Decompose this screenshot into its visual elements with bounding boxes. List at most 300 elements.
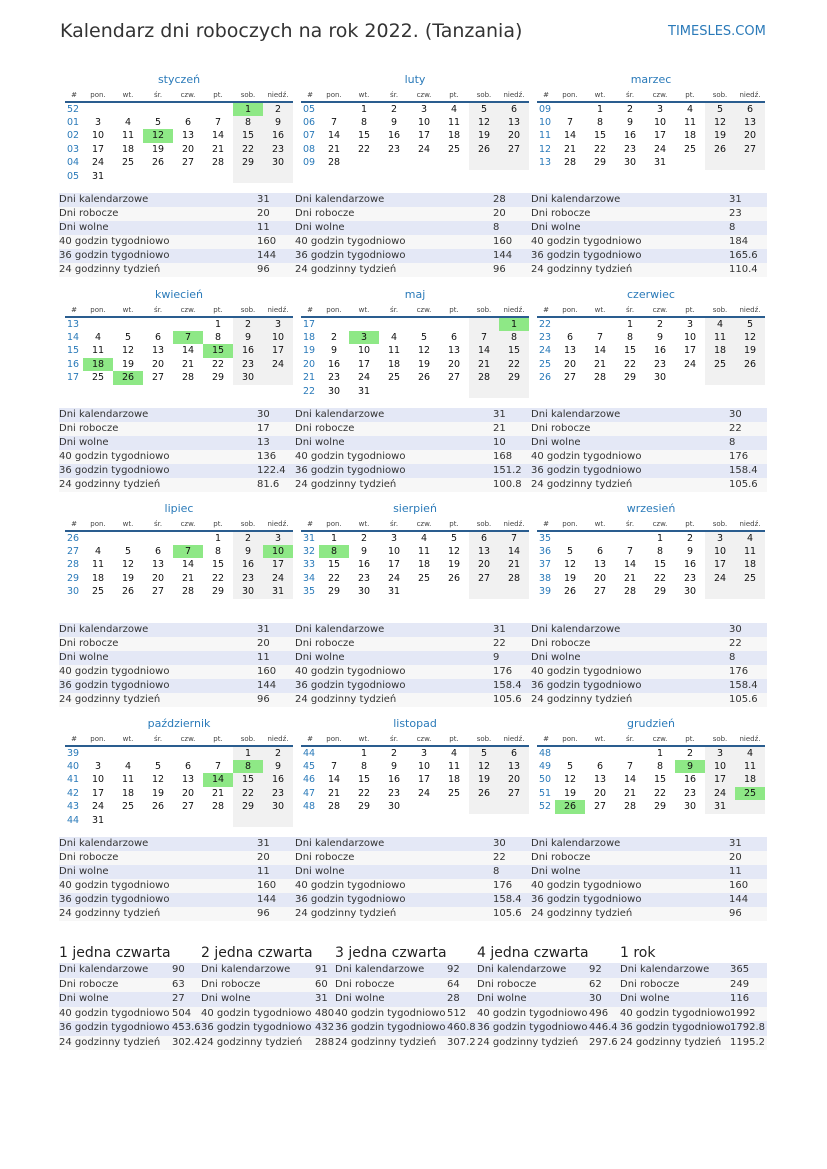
stat-value: 158.4 bbox=[493, 680, 522, 691]
day-cell: 11 bbox=[387, 345, 401, 357]
day-cell: 16 bbox=[327, 358, 341, 370]
stat-row bbox=[59, 893, 295, 907]
week-number-header: # bbox=[65, 732, 83, 746]
summary-label: 40 godzin tygodniowo bbox=[620, 1007, 731, 1019]
day-cell: 28 bbox=[623, 586, 637, 598]
summary-column bbox=[335, 944, 477, 1050]
week-number: 38 bbox=[539, 572, 552, 584]
week-number-header: # bbox=[301, 732, 319, 746]
day-cell: 2 bbox=[686, 532, 694, 544]
week-number: 08 bbox=[303, 143, 316, 155]
day-cell: 7 bbox=[214, 116, 222, 128]
stat-value: 160 bbox=[257, 880, 277, 891]
weekday-header-row bbox=[65, 88, 293, 102]
day-cell: 1 bbox=[626, 318, 634, 330]
week-number: 07 bbox=[303, 130, 316, 142]
day-cell: 28 bbox=[563, 157, 577, 169]
weekday-header: niedź. bbox=[499, 517, 529, 531]
week-number: 51 bbox=[539, 787, 552, 799]
day-cell: 8 bbox=[656, 545, 664, 557]
stat-row bbox=[531, 464, 767, 478]
day-cell: 7 bbox=[173, 545, 203, 559]
day-cell bbox=[173, 531, 203, 545]
stat-value: 158.4 bbox=[493, 894, 522, 905]
month-calendar bbox=[537, 71, 765, 170]
weekday-header: pt. bbox=[675, 88, 705, 102]
day-cell: 14 bbox=[563, 130, 577, 142]
stat-row bbox=[295, 665, 531, 679]
day-cell: 17 bbox=[263, 344, 293, 358]
day-cell: 16 bbox=[653, 345, 667, 357]
day-cell: 7 bbox=[330, 760, 338, 772]
weekday-header-row bbox=[65, 303, 293, 317]
week-row bbox=[301, 572, 529, 586]
day-cell: 7 bbox=[214, 760, 222, 772]
weekday-header-row bbox=[65, 732, 293, 746]
weekday-header: sob. bbox=[469, 88, 499, 102]
day-cell bbox=[735, 585, 765, 599]
week-row bbox=[537, 787, 765, 801]
day-cell: 11 bbox=[447, 760, 461, 772]
stat-value: 8 bbox=[729, 437, 736, 448]
weekday-header-row bbox=[537, 732, 765, 746]
day-cell: 31 bbox=[91, 814, 105, 826]
summary-row bbox=[59, 978, 201, 993]
stat-row bbox=[531, 651, 767, 665]
week-row bbox=[301, 585, 529, 599]
day-cell: 25 bbox=[91, 586, 105, 598]
day-cell: 17 bbox=[91, 143, 105, 155]
week-row bbox=[301, 773, 529, 787]
day-cell: 12 bbox=[447, 545, 461, 557]
stat-value: 22 bbox=[729, 423, 742, 434]
day-cell: 17 bbox=[357, 358, 371, 370]
stat-label: 24 godzinny tydzień bbox=[531, 479, 633, 490]
week-row bbox=[65, 545, 293, 559]
week-number: 20 bbox=[303, 358, 316, 370]
day-cell bbox=[83, 102, 113, 116]
day-cell: 30 bbox=[263, 800, 293, 814]
day-cell: 10 bbox=[387, 545, 401, 557]
day-cell bbox=[319, 746, 349, 760]
weekday-header: pon. bbox=[555, 732, 585, 746]
day-cell bbox=[555, 102, 585, 116]
day-cell: 10 bbox=[683, 331, 697, 343]
day-cell: 1 bbox=[656, 532, 664, 544]
week-row bbox=[65, 787, 293, 801]
month-calendar bbox=[301, 715, 529, 814]
day-cell bbox=[143, 102, 173, 116]
day-cell: 25 bbox=[121, 157, 135, 169]
day-cell: 21 bbox=[623, 787, 637, 799]
day-cell bbox=[143, 531, 173, 545]
month-stats bbox=[295, 623, 531, 707]
day-cell: 10 bbox=[705, 545, 735, 559]
day-cell: 2 bbox=[390, 103, 398, 115]
stat-value: 20 bbox=[257, 638, 270, 649]
week-number: 18 bbox=[303, 331, 316, 343]
stat-value: 22 bbox=[729, 638, 742, 649]
stat-label: 36 godzin tygodniowo bbox=[59, 465, 170, 476]
month-name: maj bbox=[404, 288, 426, 301]
day-cell: 20 bbox=[563, 358, 577, 370]
day-cell: 13 bbox=[735, 116, 765, 130]
day-cell bbox=[439, 800, 469, 814]
stat-value: 10 bbox=[493, 437, 506, 448]
weekday-header: wt. bbox=[585, 88, 615, 102]
day-cell: 29 bbox=[357, 801, 371, 813]
stat-label: 36 godzin tygodniowo bbox=[295, 894, 406, 905]
stat-value: 96 bbox=[493, 264, 506, 275]
day-cell bbox=[439, 317, 469, 331]
day-cell bbox=[555, 531, 585, 545]
stat-value: 8 bbox=[493, 866, 500, 877]
day-cell: 8 bbox=[499, 331, 529, 345]
stat-value: 144 bbox=[257, 894, 277, 905]
day-cell bbox=[83, 746, 113, 760]
day-cell bbox=[143, 814, 173, 828]
stat-value: 21 bbox=[493, 423, 506, 434]
day-cell: 12 bbox=[735, 331, 765, 345]
week-row bbox=[301, 531, 529, 545]
day-cell: 27 bbox=[447, 372, 461, 384]
day-cell: 28 bbox=[623, 801, 637, 813]
summary-label: 40 godzin tygodniowo bbox=[201, 1007, 312, 1019]
day-cell: 15 bbox=[653, 774, 667, 786]
summary-row bbox=[477, 1007, 620, 1022]
day-cell: 11 bbox=[705, 331, 735, 345]
weekday-header: pt. bbox=[203, 88, 233, 102]
day-cell bbox=[233, 170, 263, 184]
day-cell: 15 bbox=[233, 773, 263, 787]
stat-label: Dni robocze bbox=[59, 208, 119, 219]
week-row bbox=[537, 317, 765, 331]
day-cell: 25 bbox=[683, 143, 697, 155]
stat-label: Dni robocze bbox=[531, 423, 591, 434]
weekday-header: wt. bbox=[585, 732, 615, 746]
day-cell: 20 bbox=[593, 572, 607, 584]
stat-row bbox=[295, 408, 531, 422]
stat-row bbox=[531, 221, 767, 235]
week-row bbox=[537, 531, 765, 545]
stat-value: 160 bbox=[257, 666, 277, 677]
stat-label: 24 godzinny tydzień bbox=[59, 479, 161, 490]
day-cell: 4 bbox=[735, 531, 765, 545]
month-stats bbox=[59, 837, 295, 921]
stat-value: 165.6 bbox=[729, 250, 758, 261]
stat-row bbox=[295, 907, 531, 921]
day-cell bbox=[469, 317, 499, 331]
stat-value: 96 bbox=[257, 264, 270, 275]
summary-label: Dni robocze bbox=[477, 978, 537, 990]
day-cell bbox=[585, 746, 615, 760]
day-cell: 22 bbox=[623, 358, 637, 370]
stat-row bbox=[59, 679, 295, 693]
week-row bbox=[65, 558, 293, 572]
day-cell bbox=[113, 102, 143, 116]
day-cell: 22 bbox=[357, 143, 371, 155]
weekday-header: pt. bbox=[675, 517, 705, 531]
stat-row bbox=[59, 249, 295, 263]
week-number: 40 bbox=[67, 760, 80, 772]
month-name: grudzień bbox=[626, 717, 676, 730]
stat-value: 168 bbox=[493, 451, 513, 462]
week-number: 26 bbox=[67, 532, 80, 544]
week-number: 05 bbox=[303, 103, 316, 115]
day-cell: 27 bbox=[593, 586, 607, 598]
day-cell: 20 bbox=[735, 129, 765, 143]
day-cell: 15 bbox=[499, 344, 529, 358]
weekday-header: pon. bbox=[319, 517, 349, 531]
week-number: 29 bbox=[67, 572, 80, 584]
stat-row bbox=[59, 478, 295, 492]
weekday-header-row bbox=[65, 517, 293, 531]
day-cell bbox=[409, 800, 439, 814]
summary-value: 92 bbox=[447, 964, 460, 975]
day-cell bbox=[409, 385, 439, 399]
weekday-header: niedź. bbox=[735, 88, 765, 102]
stat-label: Dni kalendarzowe bbox=[531, 838, 621, 849]
day-cell: 13 bbox=[593, 559, 607, 571]
stat-value: 158.4 bbox=[729, 680, 758, 691]
stat-label: 40 godzin tygodniowo bbox=[59, 880, 170, 891]
day-cell: 1 bbox=[656, 747, 664, 759]
stat-value: 160 bbox=[729, 880, 749, 891]
week-number: 09 bbox=[303, 157, 316, 169]
stat-row bbox=[295, 422, 531, 436]
stat-label: 40 godzin tygodniowo bbox=[295, 451, 406, 462]
week-row bbox=[537, 116, 765, 130]
week-row bbox=[301, 558, 529, 572]
month-calendar bbox=[65, 286, 293, 385]
week-row bbox=[301, 760, 529, 774]
day-cell bbox=[319, 317, 349, 331]
day-cell: 25 bbox=[91, 372, 105, 384]
day-cell bbox=[263, 814, 293, 828]
day-cell: 19 bbox=[151, 143, 165, 155]
day-cell: 9 bbox=[390, 760, 398, 772]
summary-title: 3 jedna czwarta bbox=[335, 945, 447, 961]
day-cell bbox=[499, 156, 529, 170]
day-cell: 29 bbox=[327, 586, 341, 598]
stat-row bbox=[531, 879, 767, 893]
day-cell: 7 bbox=[469, 331, 499, 345]
weekday-header: śr. bbox=[615, 517, 645, 531]
summary-row bbox=[59, 963, 201, 978]
stat-value: 96 bbox=[257, 908, 270, 919]
day-cell: 2 bbox=[233, 531, 263, 545]
site-link[interactable]: TIMESLES.COM bbox=[668, 24, 766, 39]
day-cell: 11 bbox=[121, 130, 135, 142]
stat-label: 24 godzinny tydzień bbox=[295, 908, 397, 919]
stat-label: 40 godzin tygodniowo bbox=[59, 666, 170, 677]
day-cell: 22 bbox=[499, 358, 529, 372]
weekday-header: pon. bbox=[83, 732, 113, 746]
day-cell: 17 bbox=[705, 773, 735, 787]
day-cell: 23 bbox=[387, 143, 401, 155]
week-number: 44 bbox=[303, 747, 316, 759]
summary-row bbox=[335, 978, 477, 993]
stat-value: 30 bbox=[257, 409, 270, 420]
day-cell bbox=[173, 746, 203, 760]
week-row bbox=[537, 760, 765, 774]
week-row bbox=[301, 787, 529, 801]
day-cell: 5 bbox=[566, 760, 574, 772]
stat-row bbox=[295, 851, 531, 865]
week-row bbox=[301, 331, 529, 345]
summary-label: 36 godzin tygodniowo bbox=[201, 1022, 312, 1033]
month-table bbox=[301, 732, 529, 814]
day-cell: 18 bbox=[705, 344, 735, 358]
day-cell: 12 bbox=[705, 116, 735, 130]
day-cell: 18 bbox=[447, 130, 461, 142]
week-number: 11 bbox=[539, 130, 552, 142]
day-cell bbox=[469, 800, 499, 814]
day-cell: 14 bbox=[499, 545, 529, 559]
stat-row bbox=[59, 450, 295, 464]
week-number: 27 bbox=[67, 545, 80, 557]
month-table bbox=[65, 732, 293, 827]
stat-row bbox=[59, 637, 295, 651]
day-cell: 4 bbox=[390, 331, 398, 343]
month-calendar bbox=[301, 500, 529, 599]
summary-label: Dni wolne bbox=[335, 993, 385, 1004]
summary-value: 62 bbox=[589, 978, 602, 990]
week-number: 19 bbox=[303, 345, 316, 357]
day-cell bbox=[675, 371, 705, 385]
summary-row bbox=[335, 992, 477, 1007]
weekday-header: śr. bbox=[379, 303, 409, 317]
month-calendar bbox=[301, 71, 529, 170]
weekday-header: sob. bbox=[469, 517, 499, 531]
month-calendar bbox=[537, 286, 765, 385]
stat-row bbox=[59, 623, 295, 637]
day-cell bbox=[615, 531, 645, 545]
weekday-header: śr. bbox=[143, 303, 173, 317]
day-cell: 10 bbox=[417, 116, 431, 128]
day-cell bbox=[319, 102, 349, 116]
day-cell: 18 bbox=[417, 559, 431, 571]
day-cell: 15 bbox=[203, 344, 233, 358]
week-row bbox=[65, 572, 293, 586]
day-cell bbox=[585, 531, 615, 545]
day-cell: 8 bbox=[233, 760, 263, 774]
summary-label: Dni wolne bbox=[201, 993, 251, 1004]
day-cell: 12 bbox=[143, 129, 173, 143]
stat-row bbox=[531, 422, 767, 436]
stat-label: Dni robocze bbox=[295, 423, 355, 434]
stat-label: 24 godzinny tydzień bbox=[531, 694, 633, 705]
day-cell: 3 bbox=[705, 746, 735, 760]
stat-row bbox=[59, 436, 295, 450]
week-number-header: # bbox=[301, 88, 319, 102]
summary-value: 1792.8 bbox=[730, 1022, 765, 1033]
day-cell: 7 bbox=[626, 545, 634, 557]
summary-row bbox=[59, 1036, 201, 1051]
day-cell: 21 bbox=[563, 143, 577, 155]
day-cell: 24 bbox=[357, 372, 371, 384]
day-cell: 23 bbox=[233, 358, 263, 372]
day-cell: 6 bbox=[596, 760, 604, 772]
day-cell: 30 bbox=[387, 801, 401, 813]
day-cell: 30 bbox=[683, 586, 697, 598]
day-cell: 4 bbox=[94, 331, 102, 343]
stat-row bbox=[531, 679, 767, 693]
day-cell: 9 bbox=[686, 545, 694, 557]
day-cell bbox=[409, 317, 439, 331]
week-number: 04 bbox=[67, 157, 80, 169]
summary-label: 36 godzin tygodniowo bbox=[335, 1022, 446, 1033]
week-row bbox=[537, 371, 765, 385]
month-table bbox=[537, 303, 765, 385]
week-row bbox=[301, 317, 529, 331]
day-cell: 28 bbox=[211, 801, 225, 813]
day-cell: 18 bbox=[683, 130, 697, 142]
weekday-header: czw. bbox=[409, 732, 439, 746]
day-cell: 16 bbox=[263, 129, 293, 143]
day-cell: 26 bbox=[121, 586, 135, 598]
day-cell: 17 bbox=[263, 558, 293, 572]
month-table bbox=[301, 303, 529, 398]
week-row bbox=[65, 317, 293, 331]
day-cell bbox=[615, 746, 645, 760]
day-cell: 18 bbox=[447, 774, 461, 786]
week-number: 24 bbox=[539, 345, 552, 357]
day-cell: 28 bbox=[499, 572, 529, 586]
weekday-header: śr. bbox=[379, 732, 409, 746]
day-cell: 23 bbox=[653, 358, 667, 370]
weekday-header: pt. bbox=[439, 88, 469, 102]
stat-value: 105.6 bbox=[493, 694, 522, 705]
summary-value: 302.4 bbox=[172, 1036, 201, 1048]
stat-row bbox=[59, 408, 295, 422]
day-cell: 20 bbox=[151, 358, 165, 370]
stat-value: 105.6 bbox=[729, 694, 758, 705]
day-cell: 22 bbox=[327, 572, 341, 584]
stat-value: 8 bbox=[729, 222, 736, 233]
summary-row bbox=[59, 1007, 201, 1022]
stat-value: 144 bbox=[493, 250, 513, 261]
stat-label: Dni wolne bbox=[295, 437, 345, 448]
stat-row bbox=[531, 665, 767, 679]
day-cell bbox=[439, 156, 469, 170]
day-cell: 11 bbox=[91, 559, 105, 571]
weekday-header: sob. bbox=[233, 303, 263, 317]
summary-label: 24 godzinny tydzień bbox=[335, 1036, 437, 1048]
stat-value: 31 bbox=[257, 194, 270, 205]
weekday-header: pt. bbox=[203, 303, 233, 317]
month-name: lipiec bbox=[164, 502, 194, 515]
day-cell: 31 bbox=[357, 385, 371, 397]
stat-row bbox=[59, 263, 295, 277]
day-cell: 19 bbox=[447, 559, 461, 571]
week-number: 31 bbox=[303, 532, 316, 544]
weekday-header: wt. bbox=[349, 732, 379, 746]
day-cell: 13 bbox=[181, 774, 195, 786]
day-cell: 15 bbox=[653, 559, 667, 571]
day-cell: 2 bbox=[626, 103, 634, 115]
summary-row bbox=[335, 1021, 477, 1036]
week-number: 46 bbox=[303, 774, 316, 786]
weekday-header: sob. bbox=[469, 303, 499, 317]
day-cell: 16 bbox=[263, 773, 293, 787]
stat-value: 31 bbox=[729, 838, 742, 849]
week-row bbox=[301, 746, 529, 760]
weekday-header: sob. bbox=[705, 517, 735, 531]
summary-value: 288 bbox=[315, 1036, 335, 1048]
stat-label: 40 godzin tygodniowo bbox=[531, 666, 642, 677]
stat-label: Dni wolne bbox=[59, 652, 109, 663]
